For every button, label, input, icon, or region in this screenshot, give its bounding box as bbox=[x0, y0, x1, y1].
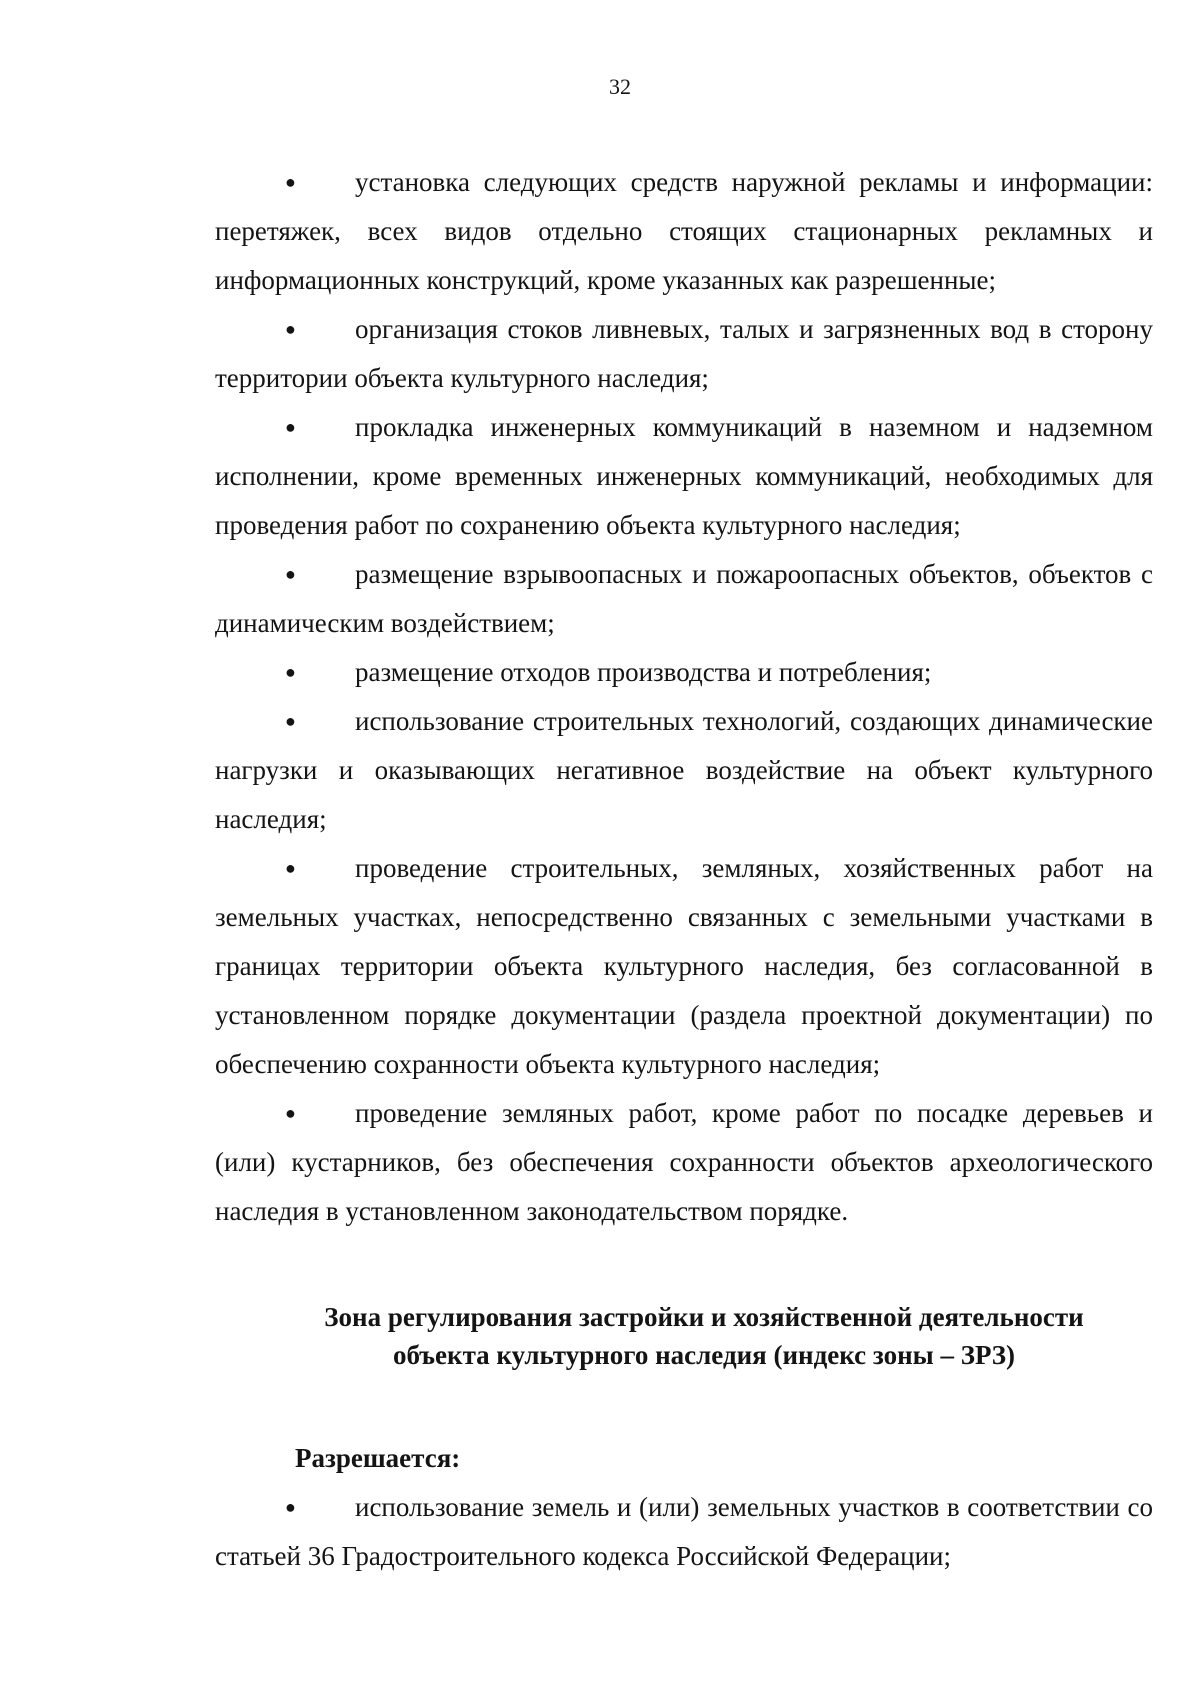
list-item-text: размещение взрывоопасных и пожароопасных объектов, объектов с динамическим воздействием; bbox=[215, 559, 1153, 638]
section-heading-line-1: Зона регулирования застройки и хозяйственной деятельности bbox=[324, 1302, 1084, 1332]
document-body bbox=[215, 158, 1153, 1581]
bullet-icon: ● bbox=[285, 1103, 296, 1123]
list-item bbox=[215, 158, 1153, 305]
list-item-text: установка следующих средств наружной рекламы и информации: перетяжек, всех видов отдельно стоящих стационарных рекламных и информационных конструкций, кроме указанных как разрешенные; bbox=[215, 167, 1153, 295]
list-item-text: размещение отходов производства и потребления; bbox=[355, 657, 932, 687]
list-item-text: проведение строительных, земляных, хозяйственных работ на земельных участках, непосредственно связанных с земельными участками в границах территории объекта культурного наследия, без согласованной в установленном порядке документации (раздела проектной документации) по обеспечению сохранности объекта культурного наследия; bbox=[215, 853, 1153, 1079]
bullet-icon: ● bbox=[285, 564, 296, 584]
bullet-icon: ● bbox=[285, 319, 296, 339]
list-item bbox=[215, 305, 1153, 403]
bullet-icon: ● bbox=[285, 1497, 296, 1517]
section-heading-line-2: объекта культурного наследия (индекс зоны – ЗРЗ) bbox=[392, 1340, 1016, 1370]
list-item-text: использование строительных технологий, создающих динамические нагрузки и оказывающих негативное воздействие на объект культурного наследия; bbox=[215, 706, 1153, 834]
page-number: 32 bbox=[609, 74, 631, 99]
bullet-icon: ● bbox=[285, 711, 296, 731]
list-item bbox=[215, 403, 1153, 550]
list-item bbox=[215, 1483, 1153, 1581]
list-item-text: организация стоков ливневых, талых и загрязненных вод в сторону территории объекта культурного наследия; bbox=[215, 314, 1153, 393]
bullet-icon: ● bbox=[285, 172, 296, 192]
list-item-text: прокладка инженерных коммуникаций в наземном и надземном исполнении, кроме временных инженерных коммуникаций, необходимых для проведения работ по сохранению объекта культурного наследия; bbox=[215, 412, 1153, 540]
bullet-icon: ● bbox=[285, 662, 296, 682]
list-item bbox=[215, 1089, 1153, 1236]
bullet-icon: ● bbox=[285, 417, 296, 437]
bullet-icon: ● bbox=[285, 858, 296, 878]
list-item-text: использование земель и (или) земельных участков в соответствии со статьей 36 Градостроительного кодекса Российской Федерации; bbox=[215, 1492, 1153, 1571]
section-heading bbox=[215, 1298, 1153, 1374]
list-item bbox=[215, 550, 1153, 648]
list-item bbox=[215, 648, 1153, 697]
list-item bbox=[215, 697, 1153, 844]
allowed-label: Разрешается: bbox=[295, 1443, 461, 1473]
list-item-text: проведение земляных работ, кроме работ по посадке деревьев и (или) кустарников, без обеспечения сохранности объектов археологического наследия в установленном законодательством порядке. bbox=[215, 1098, 1153, 1226]
list-item bbox=[215, 844, 1153, 1089]
